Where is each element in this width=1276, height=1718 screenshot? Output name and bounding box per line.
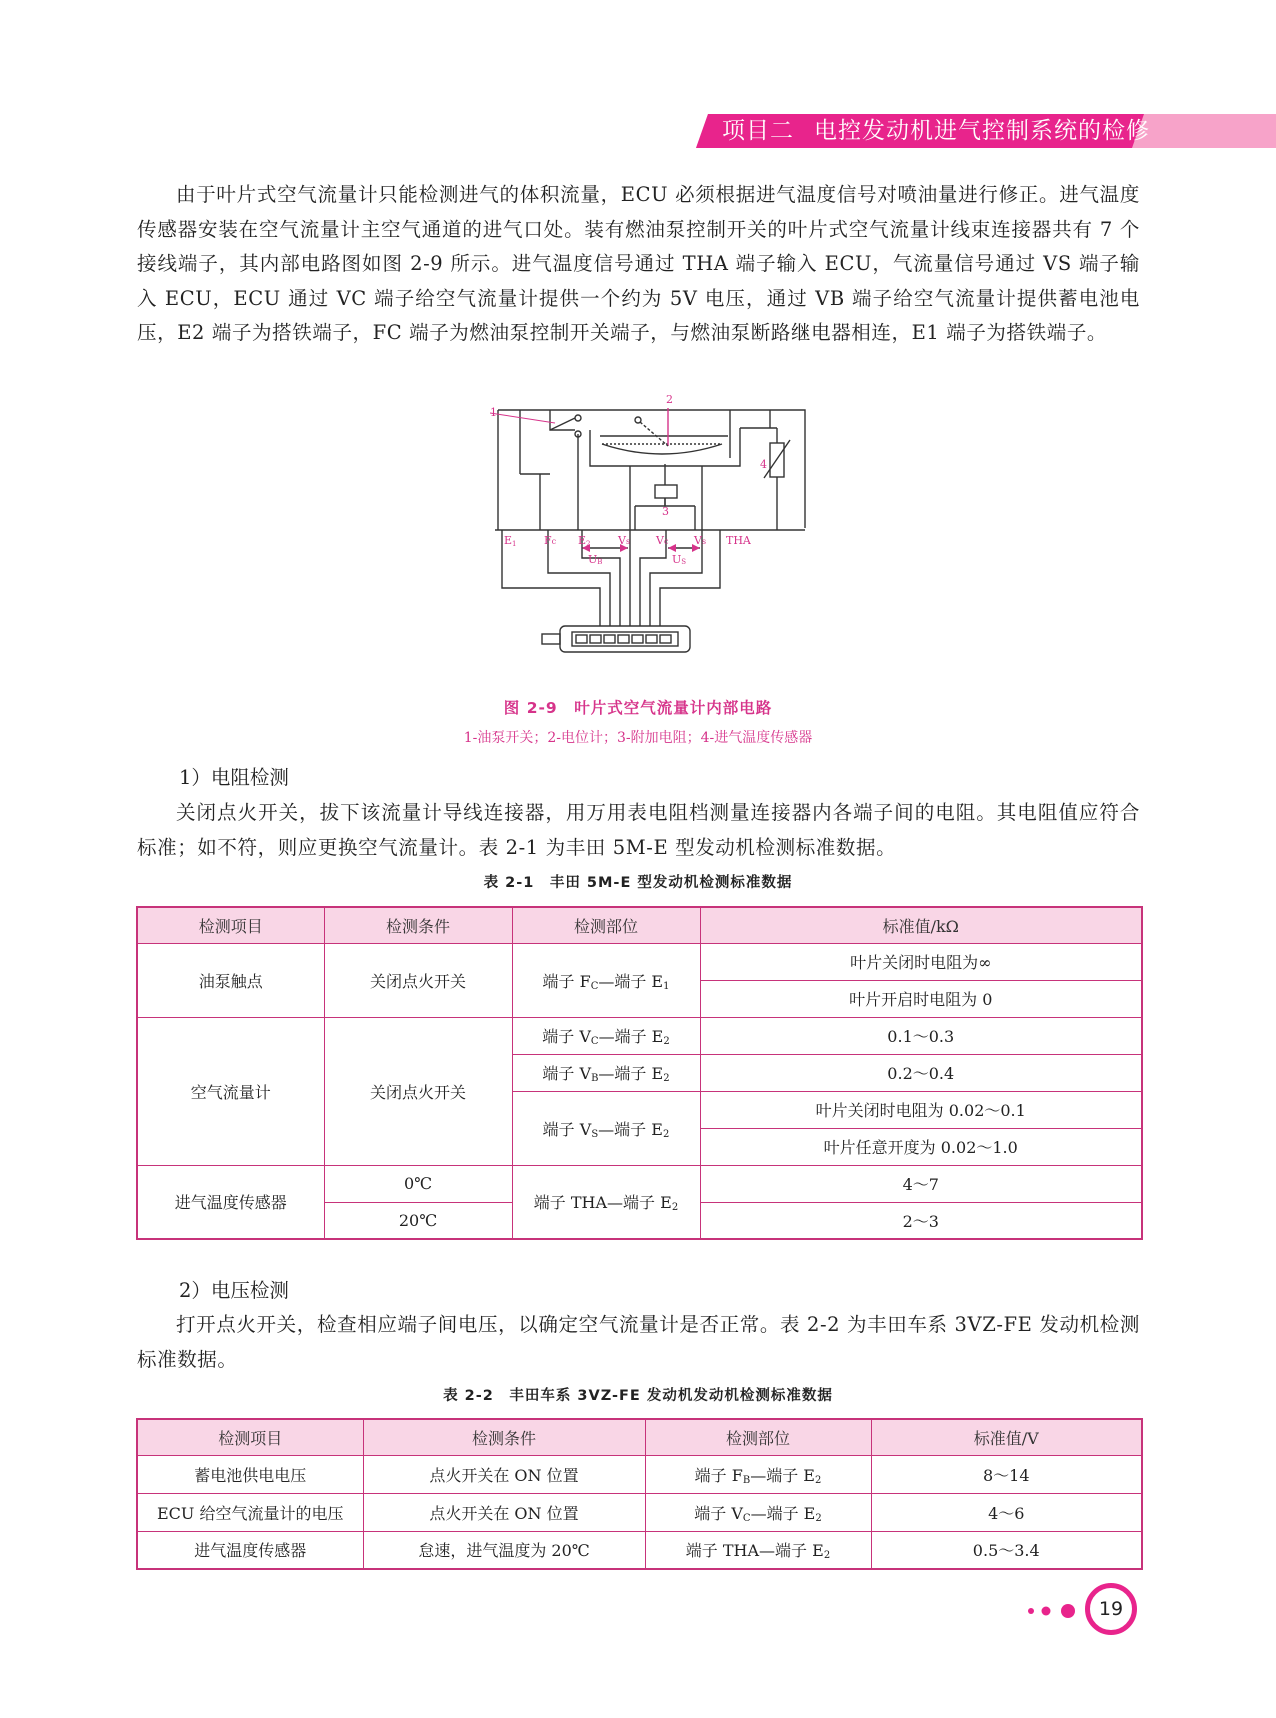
callout-4: 4 <box>760 458 767 471</box>
condition-cell: 20℃ <box>324 1202 512 1239</box>
circuit-diagram <box>490 388 830 678</box>
condition-cell: 怠速，进气温度为 20℃ <box>363 1531 645 1569</box>
header-title <box>722 116 1150 146</box>
item-cell: 空气流量计 <box>137 1017 324 1165</box>
table-header-row <box>137 1419 1142 1455</box>
item-cell: 进气温度传感器 <box>137 1165 324 1239</box>
header-cell: 检测项目 <box>137 907 324 943</box>
terminal-vs: Vs <box>618 534 631 547</box>
value-cell: 4～6 <box>871 1493 1142 1531</box>
value-cell: 0.2～0.4 <box>700 1054 1142 1091</box>
header-cell: 检测条件 <box>363 1419 645 1455</box>
figure-legend: 1-油泵开关；2-电位计；3-附加电阻；4-进气温度传感器 <box>463 730 813 746</box>
header-cell: 标准值/kΩ <box>700 907 1142 943</box>
position-cell: 端子 $V_C—$端子 $E_2$ <box>512 1017 700 1054</box>
intro-paragraph: 由于叶片式空气流量计只能检测进气的体积流量，ECU 必须根据进气温度信号对喷油量进行修正。进气温度传感器安装在空气流量计主空气通道的进气口处。装有燃油泵控制开关的叶片式空气流量计线束连接器共有 7 个接线端子，其内部电路图如图 2-9 所示。进气温度信号通过 THA 端子输入 ECU，气流量信号通过 VS 端子输入 ECU，ECU 通过 VC 端子给空气流量计提供一个约为 5V 电压，通过 VB 端子给空气流量计提供蓄电池电压，E2 端子为搭铁端子，FC 端子为燃油泵控制开关端子，与燃油泵断路继电器相连，E1 端子为搭铁端子。 <box>137 183 1140 344</box>
terminal-fc: Fc <box>544 534 557 547</box>
table1-caption: 表 2-1 丰田 5M-E 型发动机检测标准数据 <box>483 875 793 891</box>
position-cell: 端子 $V_C—$端子 $E_2$ <box>645 1493 871 1531</box>
condition-cell: 点火开关在 ON 位置 <box>363 1493 645 1531</box>
value-cell: 叶片关闭时电阻为 0.02～0.1 <box>700 1091 1142 1128</box>
item-cell: 进气温度传感器 <box>137 1531 363 1569</box>
header-cell: 标准值/V <box>871 1419 1142 1455</box>
terminal-e2: E2 <box>578 534 591 548</box>
header-cell: 检测条件 <box>324 907 512 943</box>
table-row <box>137 943 1142 980</box>
value-cell: 叶片任意开度为 0.02～1.0 <box>700 1128 1142 1165</box>
value-cell: 0.1～0.3 <box>700 1017 1142 1054</box>
circuit-svg <box>490 388 830 678</box>
value-cell: 叶片开启时电阻为 0 <box>700 980 1142 1017</box>
position-cell: 端子 $F_C—$端子 $E_1$ <box>512 943 700 1017</box>
table-row <box>137 1493 1142 1531</box>
value-cell: 8～14 <box>871 1455 1142 1493</box>
condition-cell: 点火开关在 ON 位置 <box>363 1455 645 1493</box>
position-cell: 端子 $V_S—$端子 $E_2$ <box>512 1091 700 1165</box>
table-row <box>137 1165 1142 1202</box>
table2-caption: 表 2-2 丰田车系 3VZ-FE 发动机发动机检测标准数据 <box>443 1388 833 1404</box>
value-cell: 2～3 <box>700 1202 1142 1239</box>
item-cell: 油泵触点 <box>137 943 324 1017</box>
header-cell: 检测部位 <box>512 907 700 943</box>
resistance-table <box>136 906 1143 1240</box>
callout-2: 2 <box>666 393 673 406</box>
condition-cell: 0℃ <box>324 1165 512 1202</box>
header-cell: 检测部位 <box>645 1419 871 1455</box>
table-row <box>137 1455 1142 1493</box>
page-number-dots <box>1026 1603 1086 1622</box>
terminal-tha: THA <box>726 534 751 547</box>
section1-paragraph: 关闭点火开关，拔下该流量计导线连接器，用万用表电阻档测量连接器内各端子间的电阻。其电阻值应符合标准；如不符，则应更换空气流量计。表 2-1 为丰田 5M-E 型发动机检测标准数据。 <box>137 801 1140 859</box>
section-heading-voltage: 2）电压检测 <box>179 1279 289 1302</box>
condition-cell: 关闭点火开关 <box>324 1017 512 1165</box>
value-cell: 0.5～3.4 <box>871 1531 1142 1569</box>
figure-caption: 图 2-9 叶片式空气流量计内部电路 <box>503 699 773 717</box>
position-cell: 端子 $F_B—$端子 $E_2$ <box>645 1455 871 1493</box>
table-row <box>137 1531 1142 1569</box>
callout-1: 1 <box>490 406 497 419</box>
position-cell: 端子 THA—端子 $E_2$ <box>645 1531 871 1569</box>
item-cell: 蓄电池供电电压 <box>137 1455 363 1493</box>
item-cell: ECU 给空气流量计的电压 <box>137 1493 363 1531</box>
project-label: 项目二 <box>722 118 794 144</box>
section-heading-resistance: 1）电阻检测 <box>179 766 289 789</box>
callout-3: 3 <box>662 505 669 518</box>
condition-cell: 关闭点火开关 <box>324 943 512 1017</box>
value-cell: 4～7 <box>700 1165 1142 1202</box>
header-cell: 检测项目 <box>137 1419 363 1455</box>
table-header-row <box>137 907 1142 943</box>
voltage-table <box>136 1418 1143 1570</box>
terminal-vc: Vc <box>656 534 669 547</box>
position-cell: 端子 $V_B—$端子 $E_2$ <box>512 1054 700 1091</box>
voltage-us: US <box>672 553 687 566</box>
voltage-ub: UB <box>588 553 603 566</box>
position-cell: 端子 THA—端子 $E_2$ <box>512 1165 700 1239</box>
terminal-e1: E1 <box>504 534 517 548</box>
page-number: 19 <box>1085 1583 1137 1635</box>
table-row <box>137 1017 1142 1054</box>
terminal-vs-2: Vs <box>694 534 707 547</box>
section2-paragraph: 打开点火开关，检查相应端子间电压，以确定空气流量计是否正常。表 2-2 为丰田车系 3VZ-FE 发动机检测标准数据。 <box>137 1313 1140 1371</box>
value-cell: 叶片关闭时电阻为∞ <box>700 943 1142 980</box>
chapter-title: 电控发动机进气控制系统的检修 <box>814 118 1150 144</box>
